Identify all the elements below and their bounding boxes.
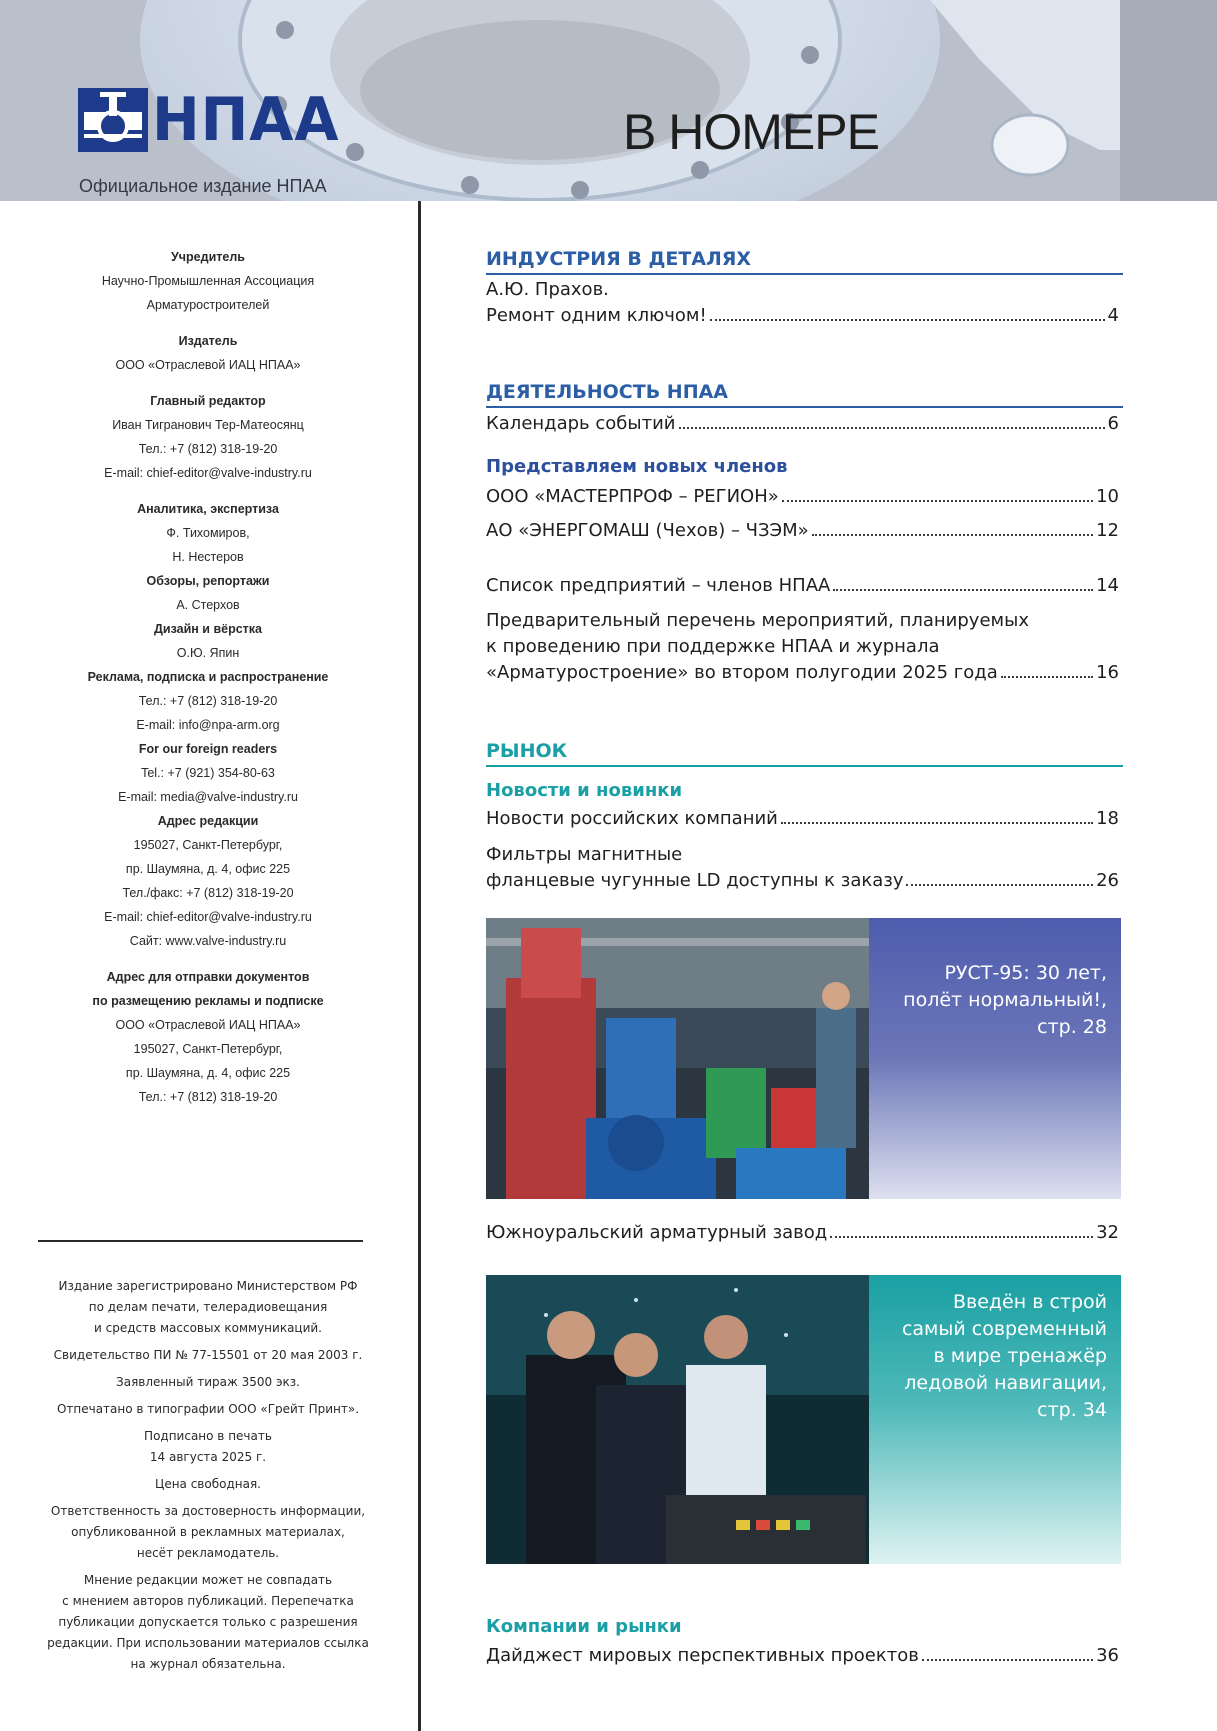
imprint-signed: [38, 1426, 378, 1468]
dot-leader: [830, 1235, 1093, 1238]
imprint-line: Цена свободная.: [155, 1477, 261, 1491]
toc-entry-page: 36: [1096, 1645, 1119, 1666]
toc-entry-page: 14: [1096, 575, 1119, 596]
colophon-line: 195027, Санкт-Петербург,: [133, 1042, 283, 1056]
toc-entry-title: Южноуральский арматурный завод: [486, 1222, 828, 1243]
colophon-heading: Учредитель: [171, 250, 245, 264]
feature-panel: [869, 918, 1121, 1199]
colophon-publisher: [38, 329, 378, 377]
colophon-line: О.Ю. Япин: [176, 646, 240, 660]
colophon-analytics: [38, 497, 378, 569]
subsection-companies: Компании и рынки: [486, 1616, 682, 1637]
imprint-line: несёт рекламодатель.: [136, 1546, 280, 1560]
toc-entry[interactable]: [486, 303, 1119, 329]
section-npaa: ДЕЯТЕЛЬНОСТЬ НПАА: [486, 380, 1123, 408]
imprint-line: Свидетельство ПИ № 77-15501 от 20 мая 2003 г.: [53, 1348, 363, 1362]
colophon-heading: Обзоры, репортажи: [146, 574, 270, 588]
toc-entry-page: 32: [1096, 1222, 1119, 1243]
imprint-line: Издание зарегистрировано Министерством РФ: [58, 1279, 358, 1293]
dot-leader: [710, 318, 1105, 321]
colophon-line: Сайт: www.valve-industry.ru: [129, 934, 287, 948]
colophon-design: [38, 617, 378, 665]
colophon-line: пр. Шаумяна, д. 4, офис 225: [125, 1066, 291, 1080]
colophon-heading: Издатель: [178, 334, 238, 348]
imprint-opinion: [38, 1570, 378, 1675]
imprint-line: по делам печати, телерадиовещания: [88, 1300, 328, 1314]
column-divider: [418, 201, 421, 1731]
imprint-line: Ответственность за достоверность информации,: [50, 1504, 366, 1518]
colophon-divider: [38, 1240, 363, 1242]
colophon-heading: Реклама, подписка и распространение: [87, 670, 329, 684]
caption-line: стр. 28: [1037, 1016, 1107, 1038]
imprint: [38, 1276, 378, 1681]
colophon-heading: Адрес редакции: [157, 814, 259, 828]
feature-panel: [869, 1275, 1121, 1564]
subsection-news: Новости и новинки: [486, 780, 683, 801]
colophon-heading: Аналитика, экспертиза: [137, 502, 279, 516]
toc-entry[interactable]: [486, 573, 1119, 599]
imprint-circulation: [38, 1372, 378, 1393]
imprint-line: на журнал обязательна.: [130, 1657, 286, 1671]
colophon-line: ООО «Отраслевой ИАЦ НПАА»: [115, 1018, 301, 1032]
toc-entry-title: Список предприятий – членов НПАА: [486, 575, 831, 596]
toc-entry-title: Новости российских компаний: [486, 808, 778, 829]
colophon-line: А. Стерхов: [176, 598, 240, 612]
colophon: [38, 245, 378, 1109]
toc-entry[interactable]: [486, 660, 1119, 686]
header-banner: [0, 0, 1217, 201]
colophon-line: пр. Шаумяна, д. 4, офис 225: [125, 862, 291, 876]
toc-entry-page: 12: [1096, 520, 1119, 541]
toc-entry-page: 18: [1096, 808, 1119, 829]
colophon-line: Иван Тигранович Тер-Матеосянц: [112, 418, 304, 432]
imprint-line: Мнение редакции может не совпадать: [83, 1573, 333, 1587]
colophon-line: Тел.: +7 (812) 318-19-20: [138, 1090, 278, 1104]
simulator-photo: [486, 1275, 869, 1564]
colophon-editor: [38, 389, 378, 485]
page-title: В НОМЕРЕ: [623, 104, 879, 160]
caption-line: в мире тренажёр: [933, 1345, 1107, 1367]
toc-entry[interactable]: [486, 518, 1119, 544]
imprint-registration: [38, 1276, 378, 1339]
section-market: РЫНОК: [486, 739, 1123, 767]
factory-photo: [486, 918, 869, 1199]
toc-entry-title: ООО «МАСТЕРПРОФ – РЕГИОН»: [486, 486, 779, 507]
colophon-heading: Дизайн и вёрстка: [153, 622, 262, 636]
colophon-line: Тел./факс: +7 (812) 318-19-20: [122, 886, 294, 900]
colophon-ads: [38, 665, 378, 737]
imprint-line: и средств массовых коммуникаций.: [93, 1321, 322, 1335]
caption-line: самый современный: [901, 1318, 1107, 1340]
toc-entry[interactable]: [486, 1220, 1119, 1246]
colophon-line: E-mail: chief-editor@valve-industry.ru: [104, 466, 312, 480]
feature-rust95[interactable]: [486, 918, 1121, 1199]
colophon-line: Ф. Тихомиров,: [166, 526, 250, 540]
imprint-line: публикации допускается только с разрешения: [58, 1615, 358, 1629]
subsection-new-members: Представляем новых членов: [486, 456, 788, 477]
imprint-line: 14 августа 2025 г.: [149, 1450, 267, 1464]
npaa-logo: [78, 85, 340, 155]
imprint-line: Отпечатано в типографии ООО «Грейт Принт».: [56, 1402, 360, 1416]
colophon-heading: Адрес для отправки документов: [106, 970, 310, 984]
valve-logo-icon: [78, 88, 148, 152]
feature-caption: [877, 960, 1107, 1041]
colophon-line: Tel.: +7 (921) 354-80-63: [141, 766, 275, 780]
toc-line: к проведению при поддержке НПАА и журнала: [486, 636, 940, 657]
dot-leader: [1001, 675, 1093, 678]
caption-line: Введён в строй: [953, 1291, 1107, 1313]
toc-entry-page: 6: [1107, 413, 1119, 434]
caption-line: полёт нормальный!,: [903, 989, 1107, 1011]
toc-entry-title: Календарь событий: [486, 413, 676, 434]
imprint-line: редакции. При использовании материалов ссылка: [47, 1636, 369, 1650]
toc-entry[interactable]: [486, 484, 1119, 510]
feature-caption: [877, 1289, 1107, 1424]
toc-entry-title: АО «ЭНЕРГОМАШ (Чехов) – ЧЗЭМ»: [486, 520, 809, 541]
caption-line: РУСТ-95: 30 лет,: [944, 962, 1107, 984]
imprint-price: [38, 1474, 378, 1495]
imprint-line: опубликованной в рекламных материалах,: [71, 1525, 345, 1539]
toc-entry[interactable]: [486, 868, 1119, 894]
imprint-line: Заявленный тираж 3500 экз.: [116, 1375, 300, 1389]
toc-author: А.Ю. Прахов.: [486, 279, 609, 300]
colophon-docs-address: [38, 965, 378, 1109]
colophon-heading: по размещению рекламы и подписке: [92, 994, 324, 1008]
dot-leader: [922, 1658, 1093, 1661]
imprint-responsibility: [38, 1501, 378, 1564]
colophon-line: E-mail: chief-editor@valve-industry.ru: [104, 910, 312, 924]
dot-leader: [679, 426, 1105, 429]
imprint-line: Подписано в печать: [144, 1429, 272, 1443]
colophon-line: Научно-Промышленная Ассоциация: [101, 274, 315, 288]
colophon-line: ООО «Отраслевой ИАЦ НПАА»: [115, 358, 301, 372]
colophon-heading: Главный редактор: [150, 394, 266, 408]
colophon-line: Н. Нестеров: [172, 550, 244, 564]
toc-entry-title: фланцевые чугунные LD доступны к заказу: [486, 870, 904, 891]
colophon-reviews: [38, 569, 378, 617]
toc-entry-page: 16: [1096, 662, 1119, 683]
colophon-foreign: [38, 737, 378, 809]
publication-subtitle: Официальное издание НПАА: [79, 176, 327, 196]
toc-entry-page: 4: [1107, 305, 1119, 326]
colophon-heading: For our foreign readers: [138, 742, 278, 756]
dot-leader: [833, 588, 1093, 591]
dot-leader: [781, 821, 1093, 824]
toc-line: Предварительный перечень мероприятий, планируемых: [486, 610, 1029, 631]
colophon-address: [38, 809, 378, 953]
toc-entry-title: «Арматуростроение» во втором полугодии 2025 года: [486, 662, 998, 683]
caption-line: стр. 34: [1037, 1399, 1107, 1421]
dot-leader: [906, 883, 1093, 886]
toc-entry-title: Дайджест мировых перспективных проектов: [486, 1645, 919, 1666]
toc-entry-page: 26: [1096, 870, 1119, 891]
logo-text: НПАА: [152, 85, 340, 155]
colophon-line: Арматуростроителей: [146, 298, 270, 312]
colophon-line: 195027, Санкт-Петербург,: [133, 838, 283, 852]
colophon-line: E-mail: media@valve-industry.ru: [118, 790, 298, 804]
dot-leader: [782, 499, 1093, 502]
imprint-printer: [38, 1399, 378, 1420]
feature-ice-simulator[interactable]: [486, 1275, 1121, 1564]
toc-line: Фильтры магнитные: [486, 844, 683, 865]
toc-entry-page: 10: [1096, 486, 1119, 507]
colophon-founder: [38, 245, 378, 317]
imprint-line: с мнением авторов публикаций. Перепечатка: [62, 1594, 354, 1608]
toc-entry[interactable]: [486, 1643, 1119, 1669]
colophon-line: Тел.: +7 (812) 318-19-20: [138, 442, 278, 456]
colophon-line: E-mail: info@npa-arm.org: [136, 718, 280, 732]
caption-line: ледовой навигации,: [904, 1372, 1107, 1394]
section-industry: ИНДУСТРИЯ В ДЕТАЛЯХ: [486, 247, 1123, 275]
toc-entry-title: Ремонт одним ключом!: [486, 305, 707, 326]
toc-entry[interactable]: [486, 411, 1119, 437]
colophon-line: Тел.: +7 (812) 318-19-20: [138, 694, 278, 708]
dot-leader: [812, 533, 1093, 536]
imprint-certificate: [38, 1345, 378, 1366]
toc-entry[interactable]: [486, 806, 1119, 832]
